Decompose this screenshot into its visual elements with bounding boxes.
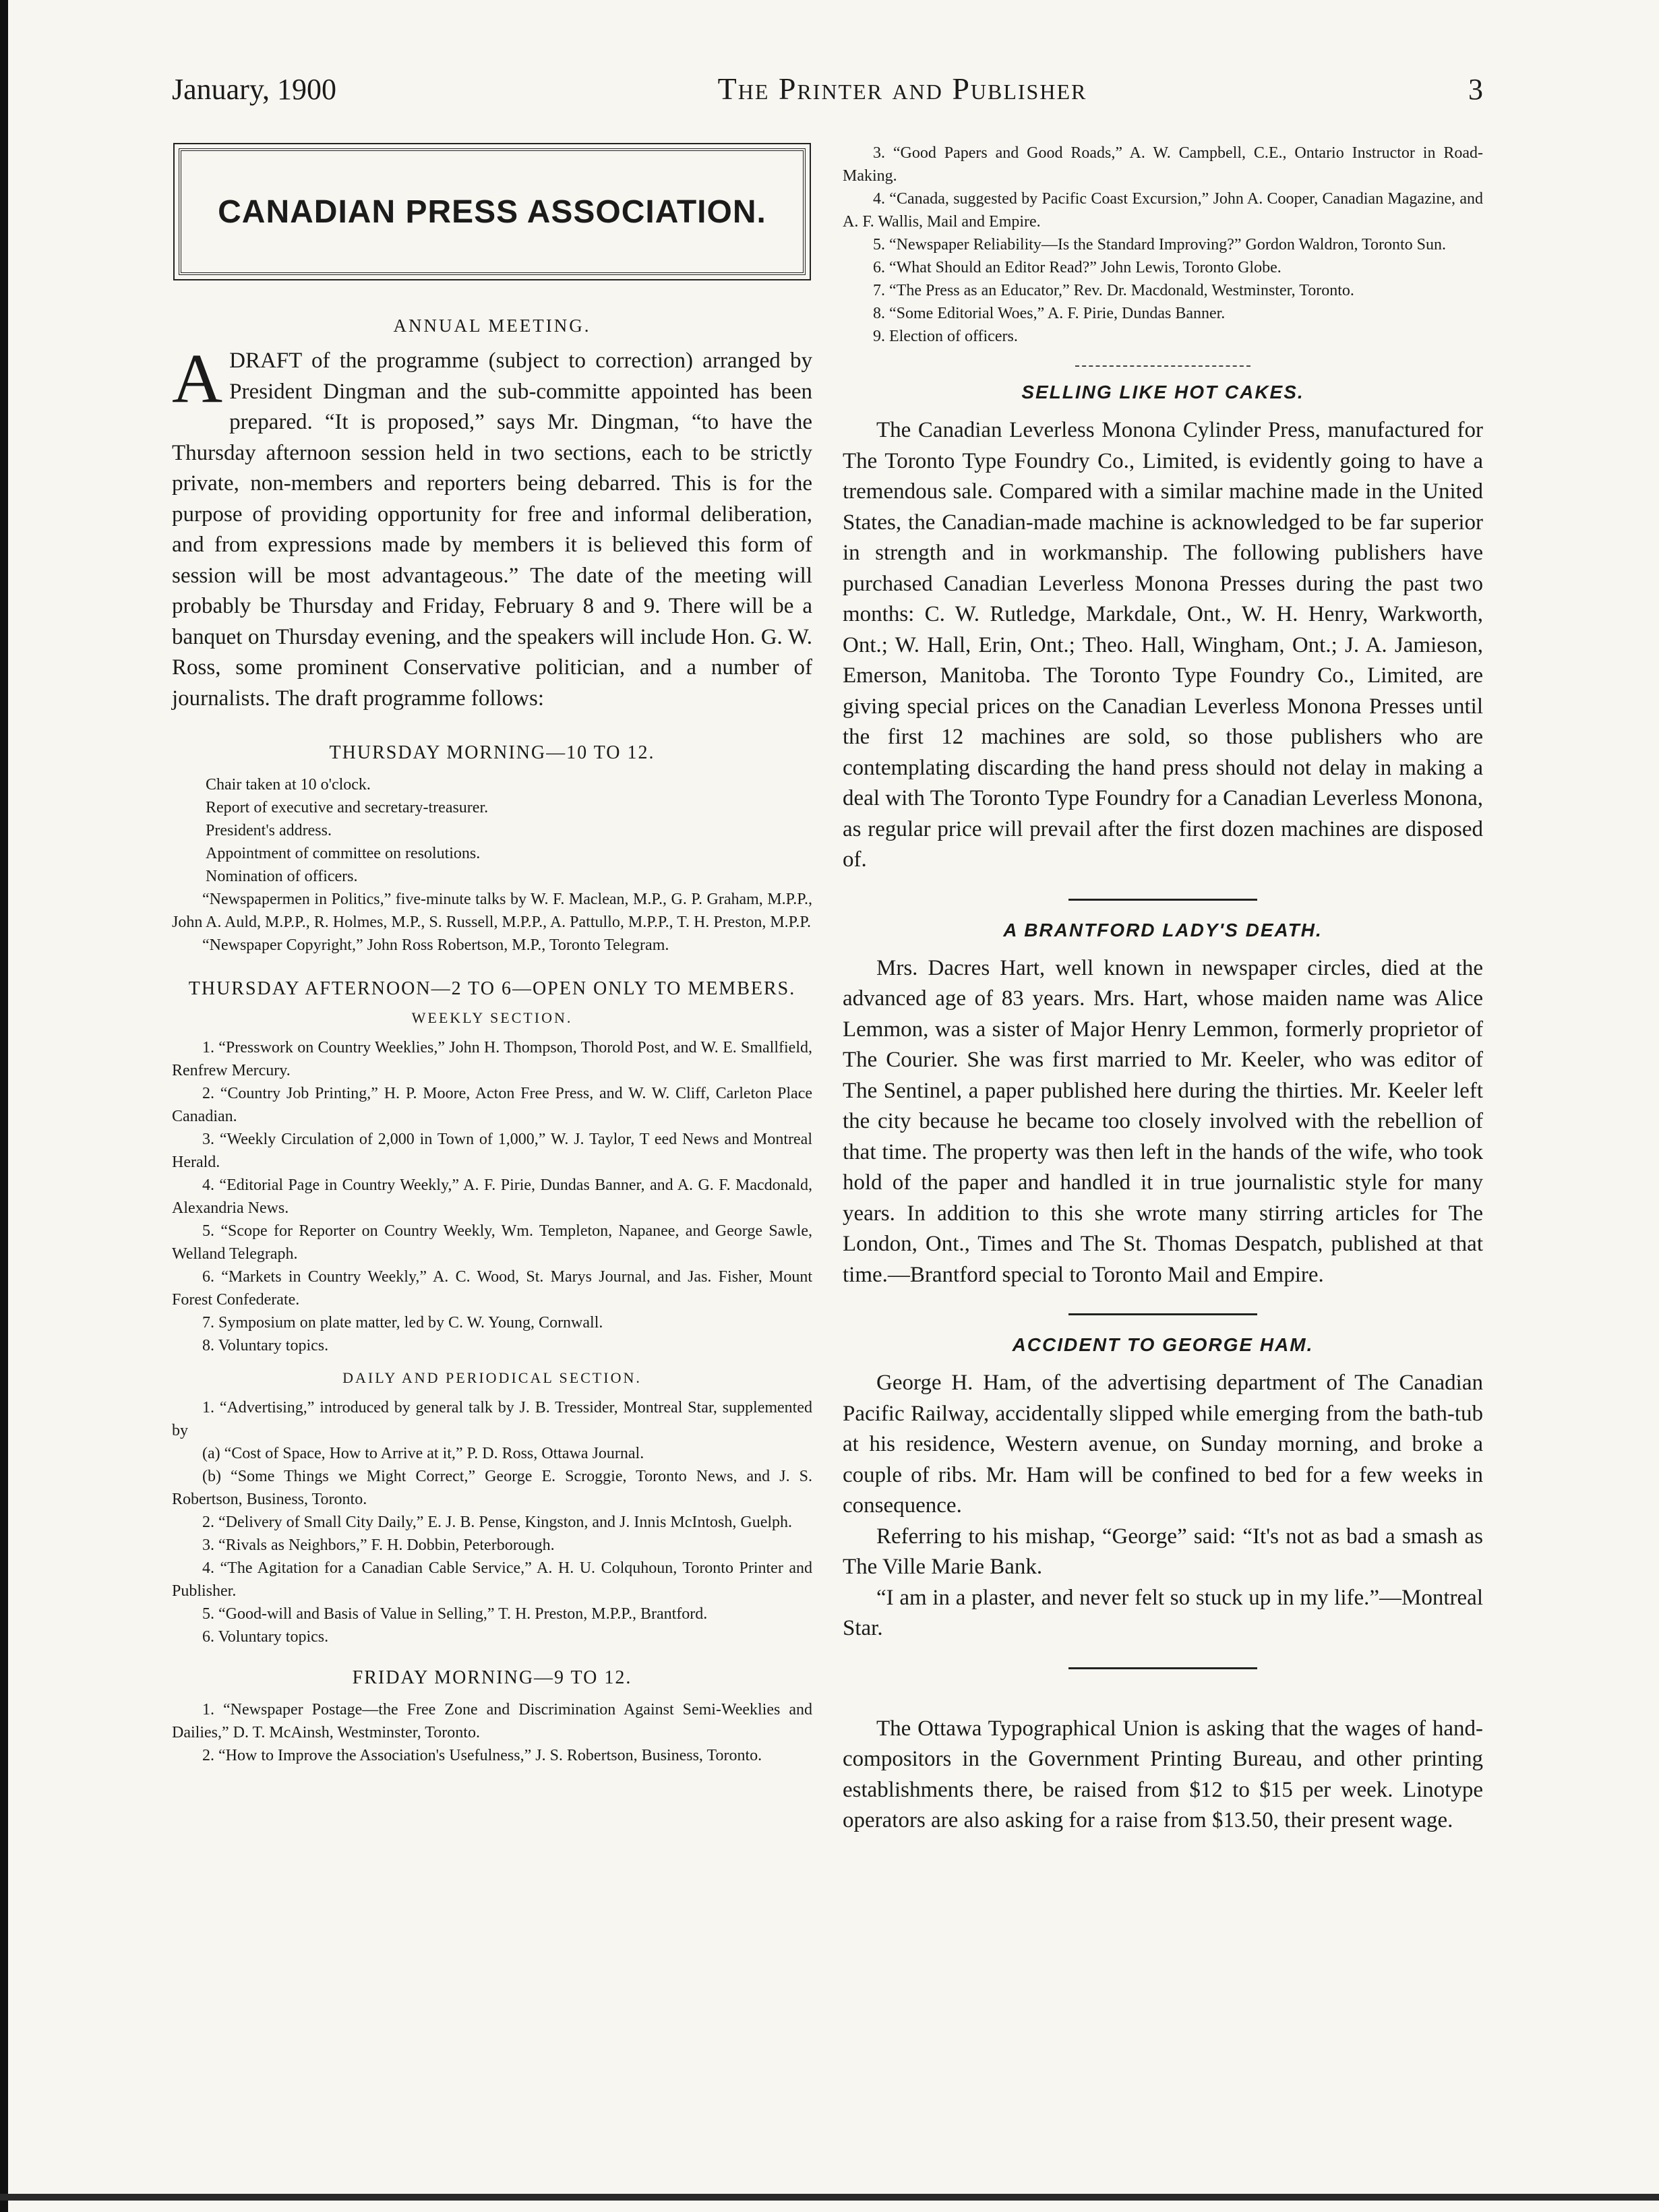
spacer bbox=[843, 1688, 1483, 1714]
list-item: 6. Voluntary topics. bbox=[202, 1628, 329, 1646]
intro-paragraph bbox=[172, 340, 812, 714]
association-title-box bbox=[179, 148, 806, 275]
list-item: 2. “Delivery of Small City Daily,” E. J. B. Pense, Kingston, and J. Innis McIntosh, Guelph. bbox=[202, 1514, 793, 1531]
george-ham-heading: ACCIDENT TO GEORGE HAM. bbox=[1012, 1334, 1314, 1355]
list-item: “Newspapermen in Politics,” five-minute talks by W. F. Maclean, M.P., G. P. Graham, M.P.P., John A. Auld, M.P.P., R. Holmes, M.P., S. Russell, M.P.P., A. Pattullo, M.P.P., T. H. Preston, M.P.P. bbox=[172, 891, 812, 931]
issue-date: January, 1900 bbox=[172, 73, 336, 106]
list-item: (b) “Some Things we Might Correct,” George E. Scroggie, Toronto News, and J. S. Robertson, Business, Toronto. bbox=[172, 1468, 812, 1508]
friday-morning-continued-list bbox=[843, 142, 1483, 348]
thursday-morning-list bbox=[172, 773, 812, 888]
daily-section-heading: DAILY AND PERIODICAL SECTION. bbox=[342, 1369, 642, 1386]
publication-title: The Printer and Publisher bbox=[717, 71, 1087, 106]
weekly-section-heading: WEEKLY SECTION. bbox=[411, 1009, 573, 1026]
section-divider bbox=[1068, 1667, 1257, 1669]
list-item: 6. “Markets in Country Weekly,” A. C. Wood, St. Marys Journal, and Jas. Fisher, Mount Forest Confederate. bbox=[172, 1268, 812, 1309]
left-column bbox=[172, 142, 812, 1767]
george-ham-paragraph-2: Referring to his mishap, “George” said: “It's not as bad a smash as The Ville Marie Bank. bbox=[843, 1524, 1483, 1579]
george-ham-paragraph-3: “I am in a plaster, and never felt so stuck up in my life.”—Montreal Star. bbox=[843, 1585, 1483, 1640]
list-item: 1. “Advertising,” introduced by general talk by J. B. Tressider, Montreal Star, supplemented by bbox=[172, 1399, 812, 1439]
list-item: 8. “Some Editorial Woes,” A. F. Pirie, Dundas Banner. bbox=[873, 305, 1226, 322]
thursday-morning-heading: THURSDAY MORNING—10 TO 12. bbox=[329, 742, 655, 763]
list-item: 6. “What Should an Editor Read?” John Lewis, Toronto Globe. bbox=[873, 259, 1281, 276]
bottom-rule bbox=[0, 2194, 1659, 2201]
ottawa-union-text: The Ottawa Typographical Union is asking that the wages of hand-compositors in the Government Printing Bureau, and other printing establishments there, be raised from $12 to $15 per week. Linotype operators are also asking for a raise from $13.50, their present wage. bbox=[843, 1716, 1483, 1832]
right-column bbox=[843, 142, 1483, 1836]
section-divider bbox=[1068, 899, 1257, 901]
annual-meeting-heading: ANNUAL MEETING. bbox=[393, 316, 591, 336]
weekly-section-list bbox=[172, 1036, 812, 1357]
list-item: 5. “Scope for Reporter on Country Weekly, Wm. Templeton, Napanee, and George Sawle, Welland Telegraph. bbox=[172, 1222, 812, 1263]
list-item: 4. “The Agitation for a Canadian Cable Service,” A. H. U. Colquhoun, Toronto Printer and Publisher. bbox=[172, 1559, 812, 1600]
list-item: 7. Symposium on plate matter, led by C. W. Young, Cornwall. bbox=[202, 1314, 603, 1332]
page-number: 3 bbox=[1468, 73, 1483, 106]
list-item: Nomination of officers. bbox=[206, 868, 358, 885]
thursday-afternoon-heading: THURSDAY AFTERNOON—2 TO 6—OPEN ONLY TO MEMBERS. bbox=[188, 978, 796, 999]
friday-morning-heading: FRIDAY MORNING—9 TO 12. bbox=[352, 1667, 632, 1688]
list-item: “Newspaper Copyright,” John Ross Robertson, M.P., Toronto Telegram. bbox=[202, 936, 669, 954]
hot-cakes-text: The Canadian Leverless Monona Cylinder Press, manufactured for The Toronto Type Foundry Co., Limited, is evidently going to have a tremendous sale. Compared with a similar machine made in the United States, the Canadian-made machine is acknowledged to be far superior in strength and in workmanship. The following publishers have purchased Canadian Leverless Monona Presses during the past two months: C. W. Rutledge, Markdale, Ont., W. H. Henry, Warkworth, Ont.; W. Hall, Erin, Ont.; Theo. Hall, Wingham, Ont.; J. A. Jamieson, Emerson, Manitoba. The Toronto Type Foundry Co., Limited, are giving special prices on the Canadian Leverless Monona Presses until the first 12 machines are sold, so those publishers who are contemplating discarding the hand press should not delay in making a deal with The Toronto Type Foundry for a Canadian Leverless Monona, as regular price will prevail after the first dozen machines are disposed of. bbox=[843, 418, 1483, 872]
list-item: 5. “Newspaper Reliability—Is the Standard Improving?” Gordon Waldron, Toronto Sun. bbox=[873, 236, 1447, 253]
list-item: (a) “Cost of Space, How to Arrive at it,” P. D. Ross, Ottawa Journal. bbox=[202, 1445, 644, 1462]
brantford-text: Mrs. Dacres Hart, well known in newspaper circles, died at the advanced age of 83 years. Mrs. Hart, whose maiden name was Alice Lemmon, was a sister of Major Henry Lemmon, formerly proprietor of The Courier. She was first married to Mr. Keeler, who was editor of The Sentinel, a paper published here during the thirties. Mr. Keeler left the city because he became too closely involved with the rebellion of that time. The property was then left in the hands of the wife, who took hold of the paper and handled it in true journalistic style for many years. In addition to this she wrote many stirring articles for The London, Ont., Times and The St. Thomas Despatch, published at that time.—Brantford special to Toronto Mail and Empire. bbox=[843, 955, 1483, 1287]
list-item: 3. “Rivals as Neighbors,” F. H. Dobbin, Peterborough. bbox=[202, 1536, 555, 1554]
list-item: 1. “Presswork on Country Weeklies,” John H. Thompson, Thorold Post, and W. E. Smallfield, Renfrew Mercury. bbox=[172, 1039, 812, 1079]
list-item: President's address. bbox=[206, 822, 332, 839]
list-item: 4. “Canada, suggested by Pacific Coast Excursion,” John A. Cooper, Canadian Magazine, and A. F. Wallis, Mail and Empire. bbox=[843, 190, 1483, 231]
list-item: 1. “Newspaper Postage—the Free Zone and Discrimination Against Semi-Weeklies and Dailies,” D. T. McAinsh, Westminster, Toronto. bbox=[172, 1701, 812, 1741]
drop-cap: A bbox=[172, 340, 223, 417]
george-ham-paragraph-1: George H. Ham, of the advertising department of The Canadian Pacific Railway, accidentally slipped while emerging from the bath-tub at his residence, Western avenue, on Sunday morning, and broke a couple of ribs. Mr. Ham will be confined to bed for a few weeks in consequence. bbox=[843, 1371, 1483, 1518]
brantford-heading: A BRANTFORD LADY'S DEATH. bbox=[1003, 919, 1323, 940]
section-divider bbox=[1075, 365, 1250, 367]
list-item: 5. “Good-will and Basis of Value in Selling,” T. H. Preston, M.P.P., Brantford. bbox=[202, 1605, 708, 1623]
thursday-morning-program bbox=[172, 888, 812, 957]
daily-section-list bbox=[172, 1396, 812, 1648]
list-item: 9. Election of officers. bbox=[873, 328, 1018, 345]
list-item: 7. “The Press as an Educator,” Rev. Dr. Macdonald, Westminster, Toronto. bbox=[873, 282, 1354, 299]
page-edge bbox=[0, 0, 8, 2212]
hot-cakes-heading: SELLING LIKE HOT CAKES. bbox=[1021, 382, 1304, 402]
list-item: 2. “How to Improve the Association's Usefulness,” J. S. Robertson, Business, Toronto. bbox=[202, 1747, 762, 1764]
list-item: 2. “Country Job Printing,” H. P. Moore, Acton Free Press, and W. W. Cliff, Carleton Place Canadian. bbox=[172, 1085, 812, 1125]
list-item: 8. Voluntary topics. bbox=[202, 1337, 329, 1354]
section-divider bbox=[1068, 1313, 1257, 1315]
association-title: CANADIAN PRESS ASSOCIATION. bbox=[218, 193, 766, 230]
list-item: Chair taken at 10 o'clock. bbox=[206, 776, 371, 794]
list-item: 3. “Good Papers and Good Roads,” A. W. Campbell, C.E., Ontario Instructor in Road-Making. bbox=[843, 144, 1483, 185]
running-header bbox=[172, 71, 1483, 118]
list-item: 4. “Editorial Page in Country Weekly,” A. F. Pirie, Dundas Banner, and A. G. F. Macdonald, Alexandria News. bbox=[172, 1176, 812, 1217]
friday-morning-list bbox=[172, 1698, 812, 1767]
intro-text: DRAFT of the programme (subject to correction) arranged by President Dingman and the sub-committe appointed has been prepared. “It is proposed,” says Mr. Dingman, “to have the Thursday afternoon session held in two sections, each to be strictly private, non-members and reporters being debarred. This is for the purpose of providing opportunity for free and informal deliberation, and from expressions made by members it is believed this form of session will be most advantageous.” The date of the meeting will probably be Thursday and Friday, February 8 and 9. There will be a banquet on Thursday evening, and the speakers will include Hon. G. W. Ross, some prominent Conservative politician, and a number of journalists. The draft programme follows: bbox=[172, 349, 812, 711]
list-item: 3. “Weekly Circulation of 2,000 in Town of 1,000,” W. J. Taylor, T eed News and Montreal Herald. bbox=[172, 1131, 812, 1171]
list-item: Report of executive and secretary-treasurer. bbox=[206, 799, 489, 816]
list-item: Appointment of committee on resolutions. bbox=[206, 845, 481, 862]
